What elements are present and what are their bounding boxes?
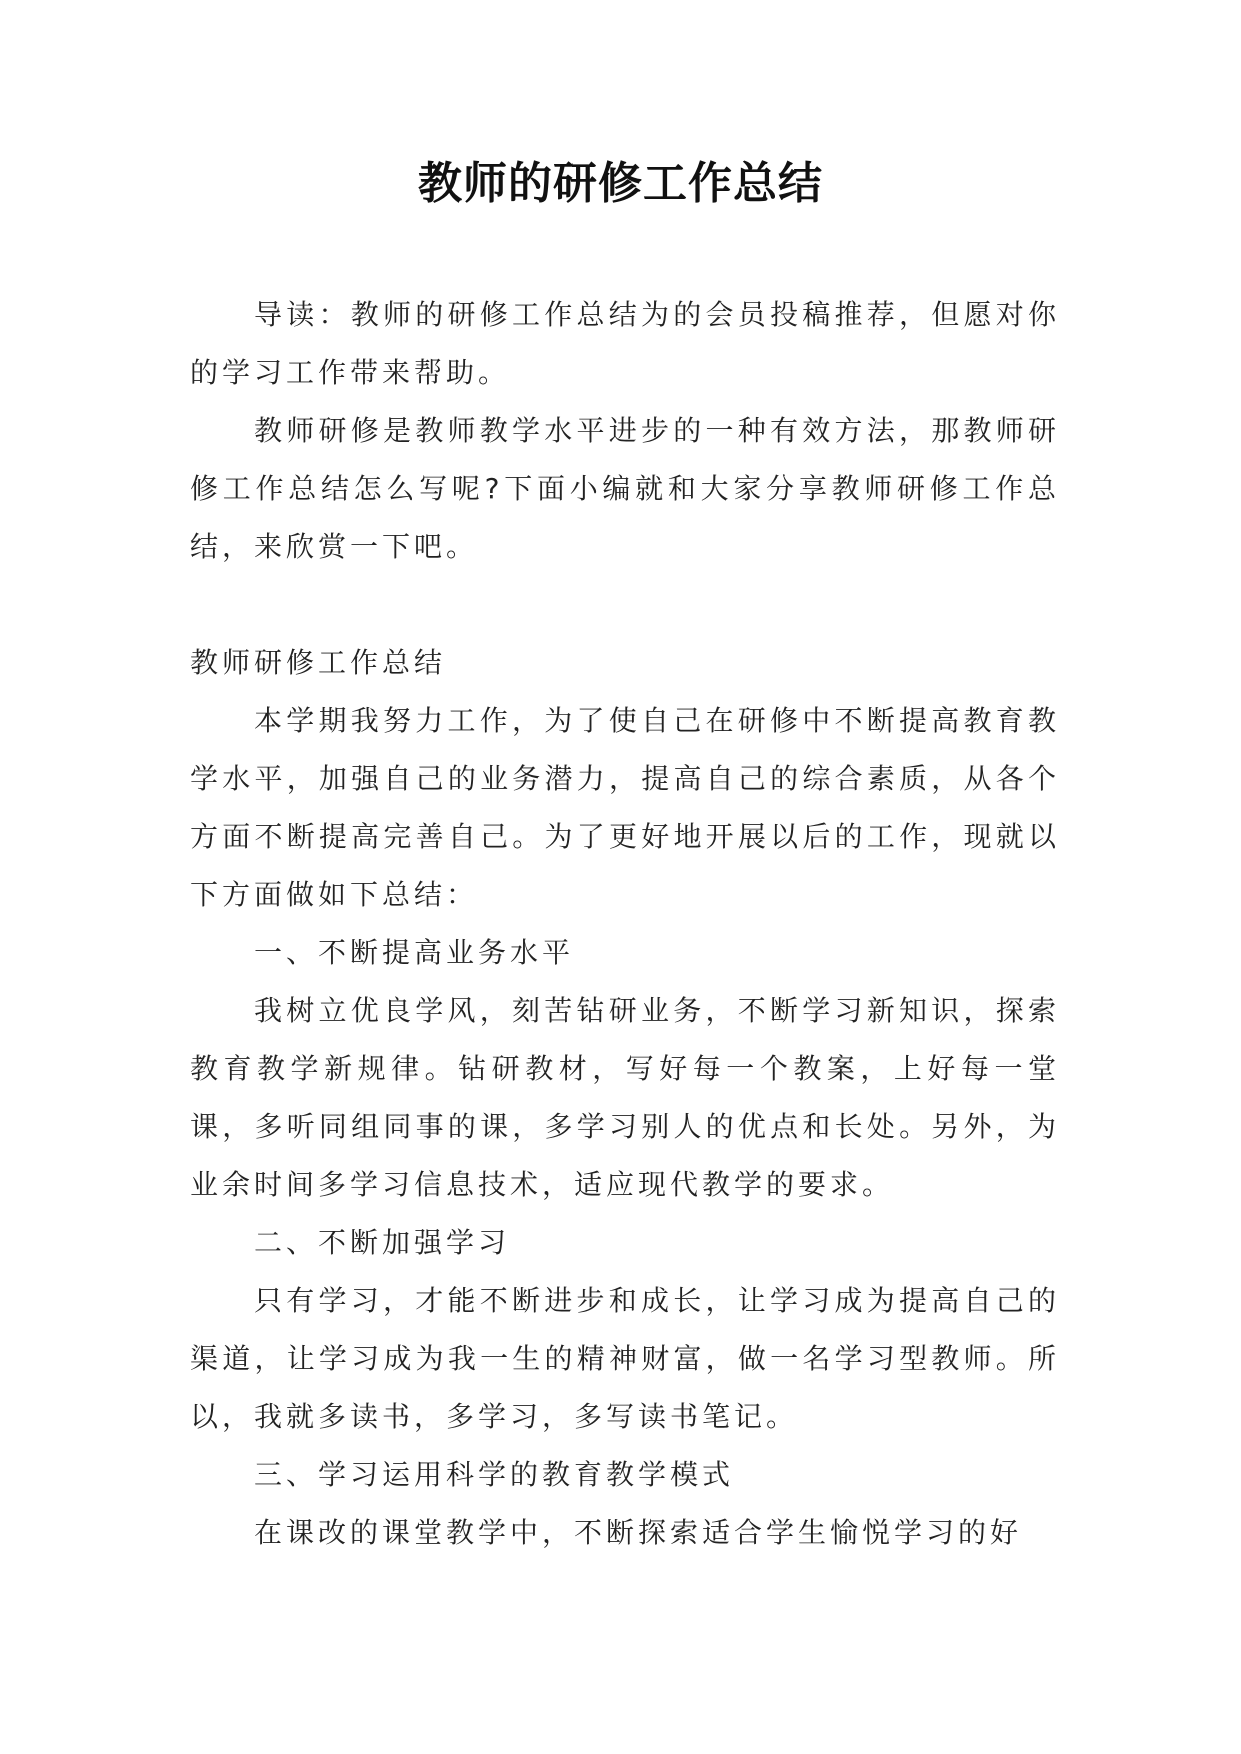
body-paragraph: 在课改的课堂教学中，不断探索适合学生愉悦学习的好 bbox=[254, 1516, 1023, 1549]
section-heading-3: 三、学习运用科学的教育教学模式 bbox=[254, 1458, 735, 1491]
body-paragraph: 只有学习，才能不断进步和成长，让学习成为提高自己的渠道，让学习成为我一生的精神财富，做一名学习型教师。所以，我就多读书，多学习，多写读书笔记。 bbox=[190, 1284, 1060, 1433]
intro-paragraph: 导读：教师的研修工作总结为的会员投稿推荐，但愿对你的学习工作带来帮助。 bbox=[190, 298, 1060, 389]
section-subtitle: 教师研修工作总结 bbox=[190, 646, 447, 679]
body-paragraph: 本学期我努力工作，为了使自己在研修中不断提高教育教学水平，加强自己的业务潜力，提高自己的综合素质，从各个方面不断提高完善自己。为了更好地开展以后的工作，现就以下方面做如下总结： bbox=[190, 704, 1060, 911]
section-heading-1: 一、不断提高业务水平 bbox=[254, 936, 575, 969]
body-paragraph: 我树立优良学风，刻苦钻研业务，不断学习新知识，探索教育教学新规律。钻研教材，写好每一个教案，上好每一堂课，多听同组同事的课，多学习别人的优点和长处。另外，为业余时间多学习信息技术，适应现代教学的要求。 bbox=[190, 994, 1060, 1201]
section-heading-2: 二、不断加强学习 bbox=[254, 1226, 511, 1259]
intro-paragraph-2: 教师研修是教师教学水平进步的一种有效方法，那教师研修工作总结怎么写呢?下面小编就和大家分享教师研修工作总结，来欣赏一下吧。 bbox=[190, 414, 1060, 563]
document-title: 教师的研修工作总结 bbox=[418, 158, 823, 209]
